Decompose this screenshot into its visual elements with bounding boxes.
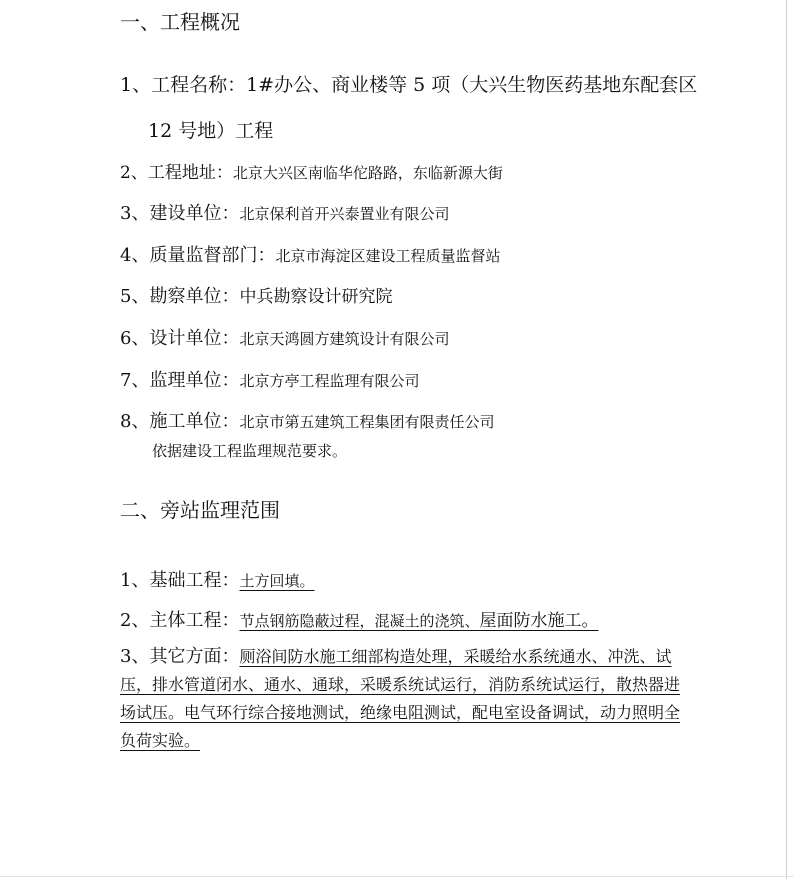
item-value: 北京天鸿圆方建筑设计有限公司: [239, 330, 450, 348]
item-value: 北京方亭工程监理有限公司: [239, 372, 420, 390]
item-value: 北京市第五建筑工程集团有限责任公司: [239, 413, 495, 431]
section-heading-scope: 二、旁站监理范围: [120, 498, 280, 522]
item-value: 中兵勘察设计研究院: [239, 287, 393, 307]
item-project-name: [120, 70, 697, 97]
basis-note: 依据建设工程监理规范要求。: [152, 442, 348, 460]
item-value: 厕浴间防水施工细部构造处理，采暖给水系统通水、冲洗、试: [239, 647, 672, 666]
scope-other-line: 场试压。电气环行综合接地测试，绝缘电阻测试，配电室设备调试，动力照明全: [120, 703, 681, 722]
section-heading-overview: 一、工程概况: [120, 10, 240, 34]
item-label: 4、质量监督部门：: [120, 245, 276, 266]
item-value: 北京市海淀区建设工程质量监督站: [275, 247, 501, 265]
item-label: 2、工程地址：: [120, 163, 233, 183]
item-owner: [120, 199, 449, 225]
item-project-name-cont: 12 号地）工程: [148, 120, 274, 142]
item-label: 3、其它方面：: [120, 646, 240, 667]
item-label: 2、主体工程：: [120, 610, 240, 631]
scope-main-structure: [120, 606, 598, 632]
item-quality-supervision: [120, 241, 500, 267]
scope-other-line: 压，排水管道闭水、通水、通球，采暖系统试运行，消防系统试运行，散热器进: [120, 675, 681, 694]
item-value: 土方回填。: [239, 572, 315, 590]
scope-other-line: [120, 643, 680, 671]
scope-foundation: [120, 566, 314, 592]
item-project-address: [120, 158, 503, 183]
item-value: 北京保利首开兴泰置业有限公司: [239, 205, 450, 223]
item-supervision-unit: [120, 366, 419, 392]
scope-other: [120, 643, 680, 755]
item-label: 6、设计单位：: [120, 328, 240, 349]
page-edge-right: [786, 0, 787, 879]
item-value: 北京大兴区南临华佗路路，东临新源大街: [232, 164, 503, 182]
item-label: 1、工程名称：: [120, 74, 247, 96]
item-construction-unit: [120, 407, 494, 433]
item-value-tail: 屋面防水施工。: [479, 611, 599, 631]
item-label: 7、监理单位：: [120, 370, 240, 391]
item-label: 5、勘察单位：: [120, 286, 240, 307]
item-survey-unit: [120, 282, 392, 308]
page-edge-bottom: [0, 876, 794, 877]
scope-other-line: 负荷实验。: [120, 731, 201, 750]
item-design-unit: [120, 324, 449, 350]
item-value: 1#办公、商业楼等 5 项（大兴生物医药基地东配套区: [246, 74, 698, 96]
item-label: 1、基础工程：: [120, 570, 240, 591]
item-label: 3、建设单位：: [120, 203, 240, 224]
item-value: 节点钢筋隐蔽过程，混凝土的浇筑、: [239, 612, 480, 630]
item-label: 8、施工单位：: [120, 411, 240, 432]
